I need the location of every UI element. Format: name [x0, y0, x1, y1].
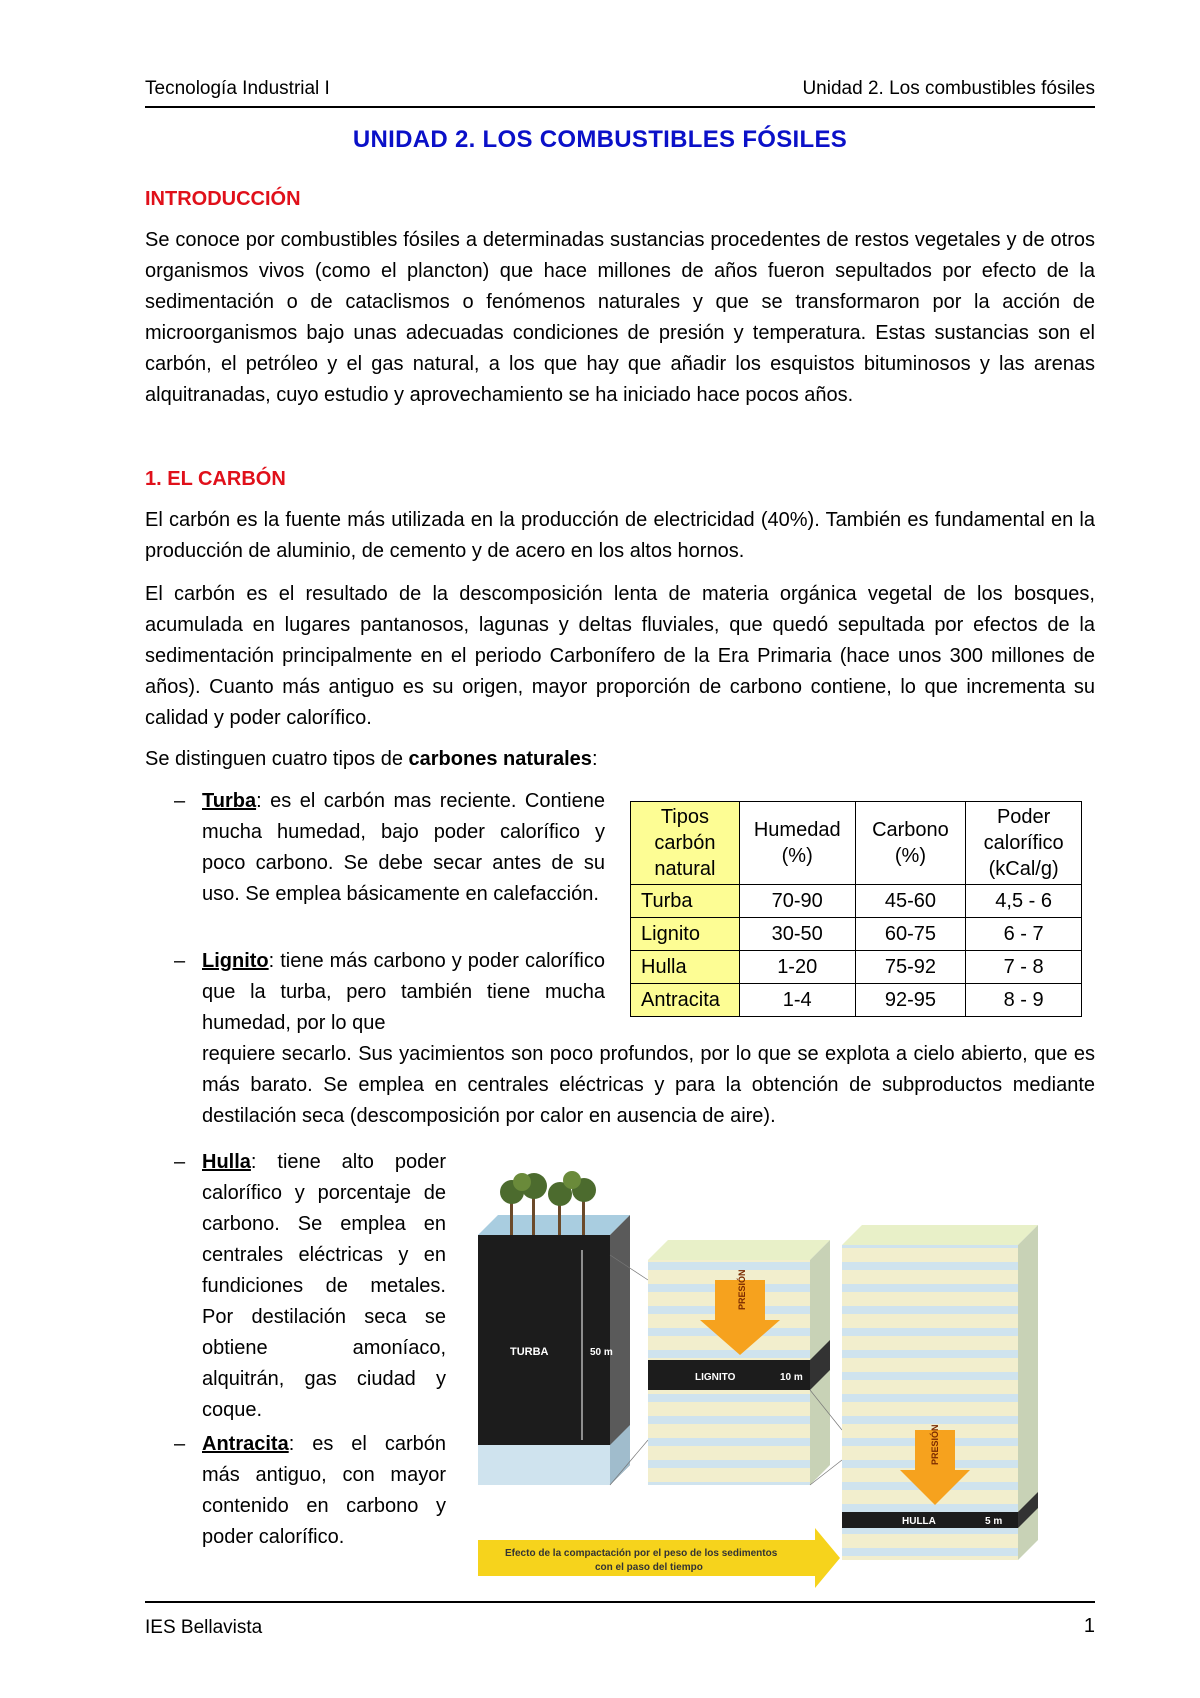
- cell-humedad: 1-4: [739, 984, 855, 1017]
- coal-types-table: [630, 801, 1082, 1017]
- header-humedad: Humedad (%): [739, 802, 855, 885]
- header-carbono: Carbono (%): [855, 802, 966, 885]
- bullet-hulla: [174, 1147, 446, 1426]
- cell-carbono: 75-92: [855, 951, 966, 984]
- types-intro-text: Se distinguen cuatro tipos de: [145, 748, 409, 770]
- term-antracita: Antracita: [202, 1433, 289, 1455]
- bullet-lignito: [174, 946, 605, 1039]
- term-lignito: Lignito: [202, 950, 269, 972]
- lignito-block: [648, 1240, 830, 1485]
- bullet-dash: –: [174, 1151, 186, 1173]
- table-row: [631, 984, 1082, 1017]
- table-row: [631, 951, 1082, 984]
- footer-school: IES Bellavista: [145, 1617, 263, 1638]
- header-course: Tecnología Industrial I: [145, 78, 330, 99]
- cell-carbono: 60-75: [855, 918, 966, 951]
- coal-compaction-diagram: [470, 1160, 1110, 1600]
- cell-carbono: 92-95: [855, 984, 966, 1017]
- cell-poder: 6 - 7: [966, 918, 1082, 951]
- hulla-depth-label: 5 m: [985, 1516, 1003, 1527]
- presion-label: PRESIÓN: [930, 1424, 940, 1465]
- antracita-text: : es el carbón más antiguo, con mayor contenido en carbono y poder calorífico.: [202, 1433, 446, 1548]
- header-poder: Poder calorífico (kCal/g): [966, 802, 1082, 885]
- table-row: [631, 918, 1082, 951]
- coal-types-intro: [145, 744, 1095, 775]
- bullet-dash: –: [174, 950, 186, 972]
- caption-line-1: Efecto de la compactación por el peso de los sedimentos: [505, 1548, 778, 1559]
- intro-paragraph: Se conoce por combustibles fósiles a determinadas sustancias procedentes de restos vegetales y de otros organismos vivos (como el plancton) que hace millones de años fueron sepultados por efecto de la sedimentación o de cataclismos o fenómenos naturales y que se transformaron por la acción de microorganismos bajo unas adecuadas condiciones de presión y temperatura. Estas sustancias son el carbón, el petróleo y el gas natural, a los que hay que añadir los esquistos bituminosos y las arenas alquitranadas, cuyo estudio y aprovechamiento se ha iniciado hace pocos años.: [145, 229, 1095, 406]
- hulla-text: : tiene alto poder calorífico y porcentaje de carbono. Se emplea en centrales eléctricas y en fundiciones de metales. Por destilación seca se obtiene amoníaco, alquitrán, gas ciudad y coque.: [202, 1151, 446, 1421]
- turba-block: [478, 1171, 630, 1485]
- intro-heading: INTRODUCCIÓN: [145, 188, 301, 210]
- header-unit: Unidad 2. Los combustibles fósiles: [802, 78, 1095, 99]
- lignito-depth-label: 10 m: [780, 1372, 803, 1383]
- coal-paragraph-1: El carbón es la fuente más utilizada en la producción de electricidad (40%). También es fundamental en la producción de aluminio, de cemento y de acero en los altos hornos.: [145, 509, 1095, 562]
- table-row: [631, 885, 1082, 918]
- header-tipos: Tipos carbón natural: [631, 802, 740, 885]
- hulla-label: HULLA: [902, 1516, 936, 1527]
- page-footer: [145, 1601, 1095, 1638]
- term-turba: Turba: [202, 790, 257, 812]
- term-hulla: Hulla: [202, 1151, 251, 1173]
- page-number: 1: [1083, 1615, 1095, 1637]
- cell-poder: 8 - 9: [966, 984, 1082, 1017]
- hulla-block: [842, 1225, 1038, 1560]
- page-title: UNIDAD 2. LOS COMBUSTIBLES FÓSILES: [352, 126, 848, 153]
- turba-text: : es el carbón mas reciente. Contiene mucha humedad, bajo poder calorífico y poco carbono. Se debe secar antes de su uso. Se emplea básicamente en calefacción.: [202, 790, 605, 905]
- types-bold: carbones naturales: [408, 748, 592, 770]
- coal-paragraph-2: El carbón es el resultado de la descomposición lenta de materia orgánica vegetal de los bosques, acumulada en lugares pantanosos, lagunas y deltas fluviales, que quedó sepultada por efectos de la sedimentación principalmente en el periodo Carbonífero de la Era Primaria (hace unos 300 millones de años). Cuanto más antiguo es su origen, mayor proporción de carbono contiene, lo que incrementa su calidad y poder calorífico.: [145, 583, 1095, 729]
- cell-poder: 7 - 8: [966, 951, 1082, 984]
- cell-name: Antracita: [631, 984, 740, 1017]
- lignito-label: LIGNITO: [695, 1372, 736, 1383]
- turba-depth-label: 50 m: [590, 1347, 613, 1358]
- cell-humedad: 1-20: [739, 951, 855, 984]
- cell-poder: 4,5 - 6: [966, 885, 1082, 918]
- cell-name: Hulla: [631, 951, 740, 984]
- lignito-text-a: : tiene más carbono y poder calorífico que la turba, pero también tiene mucha humedad, por lo que: [202, 950, 605, 1034]
- cell-carbono: 45-60: [855, 885, 966, 918]
- types-end: :: [591, 748, 598, 770]
- section-coal-heading: 1. EL CARBÓN: [145, 468, 286, 490]
- bullet-antracita: [174, 1429, 446, 1553]
- cell-name: Turba: [631, 885, 740, 918]
- caption-line-2: con el paso del tiempo: [595, 1562, 703, 1573]
- cell-humedad: 70-90: [739, 885, 855, 918]
- bullet-dash: –: [174, 790, 186, 812]
- table-header-row: [631, 802, 1082, 885]
- presion-label: PRESIÓN: [737, 1269, 747, 1310]
- cell-humedad: 30-50: [739, 918, 855, 951]
- lignito-continuation: requiere secarlo. Sus yacimientos son poco profundos, por lo que se explota a cielo abierto, que es más barato. Se emplea en centrales eléctricas y para la obtención de subproductos mediante destilación seca (descomposición por calor en ausencia de aire).: [202, 1043, 1095, 1127]
- bullet-dash: –: [174, 1433, 186, 1455]
- cell-name: Lignito: [631, 918, 740, 951]
- turba-label: TURBA: [510, 1346, 549, 1358]
- bullet-turba: [174, 786, 605, 910]
- page-header: [145, 78, 1095, 108]
